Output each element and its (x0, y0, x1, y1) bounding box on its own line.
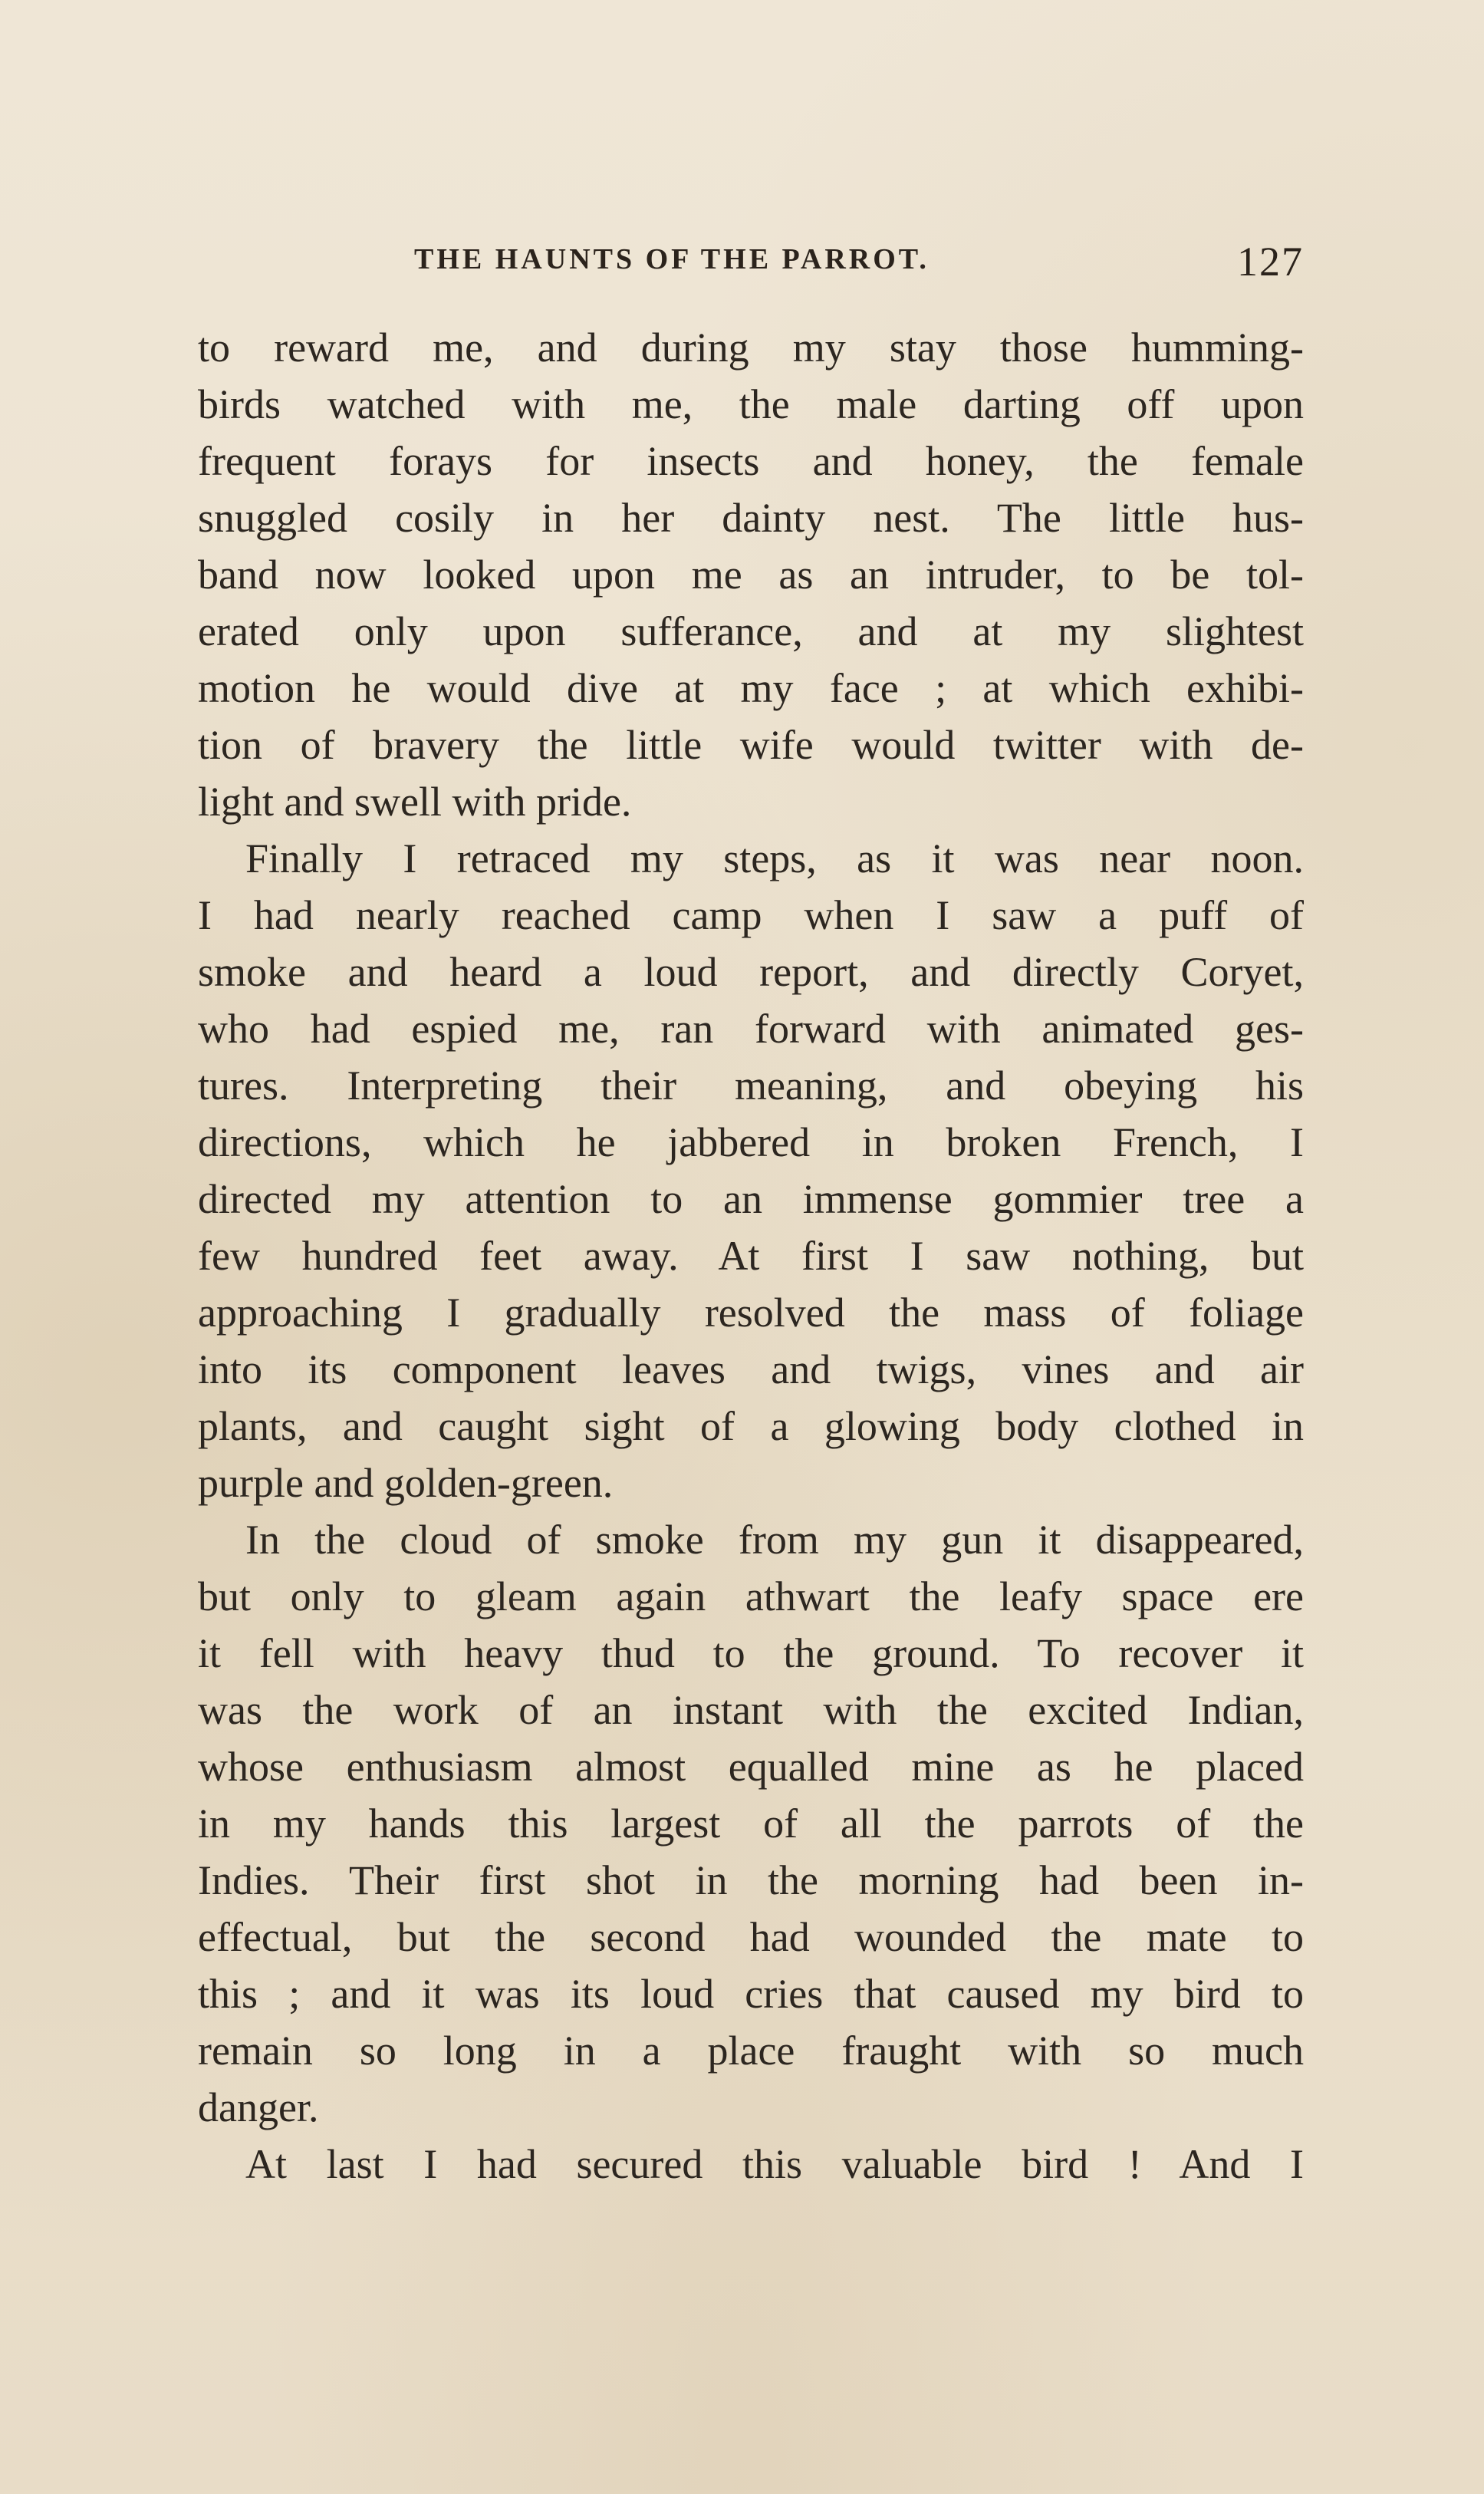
text-line: light and swell with pride. (198, 779, 632, 825)
running-head-title: THE HAUNTS OF THE PARROT. (414, 243, 930, 275)
text-line: directed my attention to an immense gommier tree a (198, 1176, 1304, 1222)
text-line: purple and golden-green. (198, 1460, 614, 1506)
text-line: tion of bravery the little wife would twitter with de- (198, 722, 1304, 768)
body-text (198, 319, 1304, 2193)
text-line: smoke and heard a loud report, and directly Coryet, (198, 949, 1304, 995)
text-line: few hundred feet away. At first I saw nothing, but (198, 1233, 1304, 1279)
text-line: plants, and caught sight of a glowing body clothed in (198, 1403, 1304, 1449)
text-line: danger. (198, 2084, 319, 2130)
text-line: remain so long in a place fraught with so much (198, 2028, 1304, 2074)
text-line: in my hands this largest of all the parrots of the (198, 1800, 1304, 1847)
text-line: frequent forays for insects and honey, the female (198, 438, 1304, 484)
text-line: effectual, but the second had wounded the mate to (198, 1914, 1304, 1960)
page-number: 127 (1237, 239, 1304, 285)
text-line: At last I had secured this valuable bird ! And I (245, 2141, 1304, 2187)
text-line: approaching I gradually resolved the mass of foliage (198, 1290, 1304, 1336)
text-line: into its component leaves and twigs, vines and air (198, 1346, 1304, 1392)
text-line: this ; and it was its loud cries that caused my bird to (198, 1971, 1304, 2017)
text-line: who had espied me, ran forward with animated ges- (198, 1006, 1304, 1052)
paragraph-2 (198, 830, 1304, 1511)
text-line: to reward me, and during my stay those humming- (198, 325, 1304, 371)
text-line: band now looked upon me as an intruder, to be tol- (198, 552, 1304, 598)
text-line: was the work of an instant with the excited Indian, (198, 1687, 1304, 1733)
text-line: birds watched with me, the male darting off upon (198, 381, 1304, 427)
text-line: but only to gleam again athwart the leafy space ere (198, 1573, 1304, 1619)
text-line: In the cloud of smoke from my gun it disappeared, (245, 1517, 1304, 1563)
text-line: it fell with heavy thud to the ground. To recover it (198, 1630, 1304, 1676)
text-line: tures. Interpreting their meaning, and obeying his (198, 1063, 1304, 1109)
text-line: erated only upon sufferance, and at my slightest (198, 608, 1304, 654)
text-line: I had nearly reached camp when I saw a puff of (198, 892, 1304, 938)
text-line: motion he would dive at my face ; at which exhibi- (198, 665, 1304, 711)
text-line: Finally I retraced my steps, as it was near noon. (245, 835, 1304, 881)
text-line: whose enthusiasm almost equalled mine as he placed (198, 1744, 1304, 1790)
text-line: directions, which he jabbered in broken French, I (198, 1119, 1304, 1165)
paragraph-3 (198, 1511, 1304, 2136)
paragraph-4 (198, 2136, 1304, 2193)
text-line: Indies. Their first shot in the morning had been in- (198, 1857, 1304, 1903)
text-line: snuggled cosily in her dainty nest. The little hus- (198, 495, 1304, 541)
paragraph-1 (198, 319, 1304, 830)
running-head (414, 238, 1304, 284)
